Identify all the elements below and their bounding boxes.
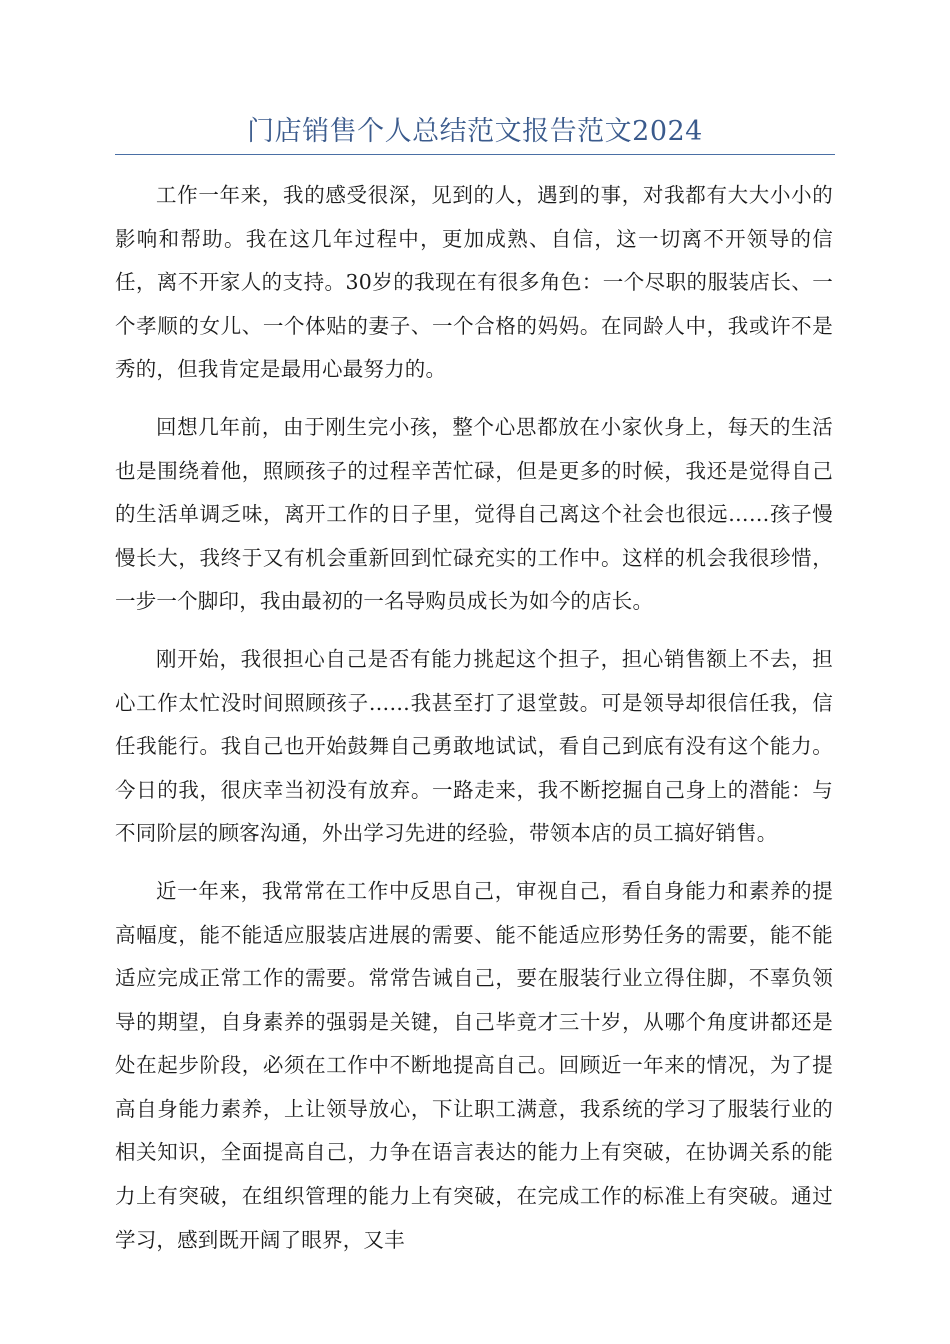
paragraph: 工作一年来，我的感受很深，见到的人，遇到的事，对我都有大大小小的影响和帮助。我在这几年过程中，更加成熟、自信，这一切离不开领导的信任，离不开家人的支持。30岁的我现在有很多角色：一个尽职的服装店长、一个孝顺的女儿、一个体贴的妻子、一个合格的妈妈。在同龄人中，我或许不是秀的，但我肯定是最用心最努力的。 [115,183,833,382]
title-underline [115,154,835,155]
paragraph: 刚开始，我很担心自己是否有能力挑起这个担子，担心销售额上不去，担心工作太忙没时间照顾孩子……我甚至打了退堂鼓。可是领导却很信任我，信任我能行。我自己也开始鼓舞自己勇敢地试试，看自己到底有没有这个能力。今日的我，很庆幸当初没有放弃。一路走来，我不断挖掘自己身上的潜能：与不同阶层的顾客沟通，外出学习先进的经验，带领本店的员工搞好销售。 [115,646,833,846]
document-body [115,174,833,1276]
paragraph: 近一年来，我常常在工作中反思自己，审视自己，看自身能力和素养的提高幅度，能不能适应服装店进展的需要、能不能适应形势任务的需要，能不能适应完成正常工作的需要。常常告诫自己，要在服装行业立得住脚，不辜负领导的期望，自身素养的强弱是关键，自己毕竟才三十岁，从哪个角度讲都还是处在起步阶段，必须在工作中不断地提高自己。回顾近一年来的情况，为了提高自身能力素养，上让领导放心，下让职工满意，我系统的学习了服装行业的相关知识，全面提高自己，力争在语言表达的能力上有突破，在协调关系的能力上有突破，在组织管理的能力上有突破，在完成工作的标准上有突破。通过学习，感到既开阔了眼界，又丰 [115,878,833,1252]
paragraph: 回想几年前，由于刚生完小孩，整个心思都放在小家伙身上，每天的生活也是围绕着他，照顾孩子的过程辛苦忙碌，但是更多的时候，我还是觉得自己的生活单调乏味，离开工作的日子里，觉得自己离这个社会也很远……孩子慢慢长大，我终于又有机会重新回到忙碌充实的工作中。这样的机会我很珍惜，一步一个脚印，我由最初的一名导购员成长为如今的店长。 [115,414,833,614]
document-title: 门店销售个人总结范文报告范文2024 [247,116,703,147]
